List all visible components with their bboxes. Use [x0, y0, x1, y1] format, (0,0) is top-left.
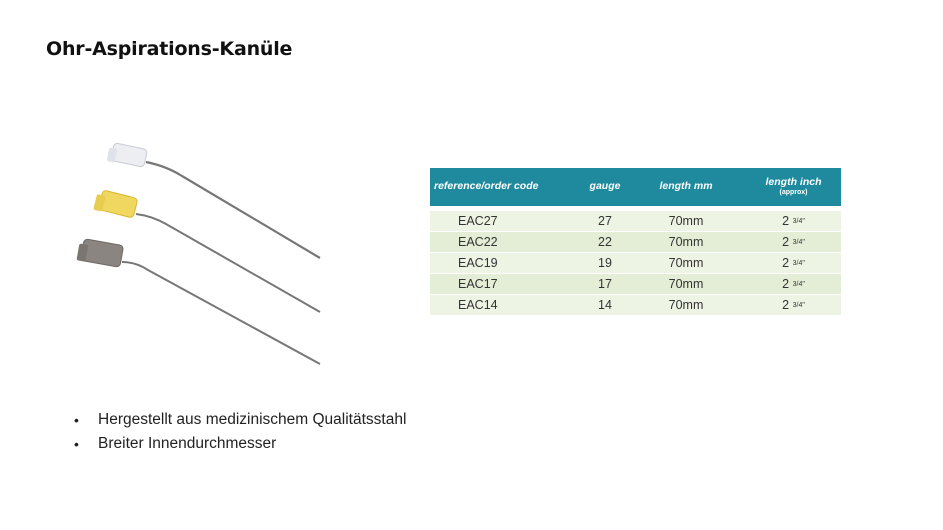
table-row	[430, 295, 841, 316]
cell-gauge: 19	[584, 253, 626, 274]
inch-whole: 2	[782, 298, 790, 312]
cell-code: EAC22	[430, 232, 584, 253]
header-length-inch-label: length inch	[765, 176, 822, 189]
inch-fraction: 3/4"	[792, 281, 805, 288]
cell-length-inch	[746, 295, 841, 316]
yellow-cannula	[93, 190, 320, 312]
table-row	[430, 232, 841, 253]
cell-gauge: 14	[584, 295, 626, 316]
list-item	[74, 432, 406, 456]
header-length-mm: length mm	[626, 168, 746, 206]
header-length-inch-note: (approx)	[779, 188, 808, 196]
cell-gauge: 22	[584, 232, 626, 253]
list-item-text: Hergestellt aus medizinischem Qualitätsstahl	[98, 411, 407, 428]
inch-whole: 2	[782, 256, 790, 270]
header-code: reference/order code	[430, 168, 584, 206]
table-row	[430, 211, 841, 232]
table-row	[430, 253, 841, 274]
header-length-inch	[746, 168, 841, 206]
page-title: Ohr-Aspirations-Kanüle	[46, 38, 293, 60]
inch-whole: 2	[782, 214, 790, 228]
cell-gauge: 27	[584, 211, 626, 232]
table-row	[430, 274, 841, 295]
list-item	[74, 408, 406, 432]
cell-length-mm: 70mm	[626, 253, 746, 274]
inch-fraction: 3/4"	[792, 260, 805, 267]
inch-whole: 2	[782, 277, 790, 291]
bullet-icon: •	[74, 436, 79, 452]
inch-whole: 2	[782, 235, 790, 249]
cannula-product-image	[70, 140, 340, 380]
cell-length-inch	[746, 211, 841, 232]
cell-length-inch	[746, 253, 841, 274]
cell-code: EAC17	[430, 274, 584, 295]
cell-length-inch	[746, 274, 841, 295]
cell-length-inch	[746, 232, 841, 253]
inch-fraction: 3/4"	[792, 239, 805, 246]
inch-fraction: 3/4"	[792, 218, 805, 225]
cell-gauge: 17	[584, 274, 626, 295]
grey-cannula	[76, 239, 320, 364]
header-gauge: gauge	[584, 168, 626, 206]
inch-fraction: 3/4"	[792, 302, 805, 309]
feature-list	[74, 408, 406, 456]
cell-code: EAC27	[430, 211, 584, 232]
cell-length-mm: 70mm	[626, 232, 746, 253]
cell-code: EAC14	[430, 295, 584, 316]
bullet-icon: •	[74, 412, 79, 428]
list-item-text: Breiter Innendurchmesser	[98, 435, 277, 452]
cell-length-mm: 70mm	[626, 211, 746, 232]
cell-length-mm: 70mm	[626, 274, 746, 295]
cell-length-mm: 70mm	[626, 295, 746, 316]
cell-code: EAC19	[430, 253, 584, 274]
spec-table	[430, 168, 841, 316]
clear-cannula	[107, 143, 320, 258]
table-header-row	[430, 168, 841, 206]
